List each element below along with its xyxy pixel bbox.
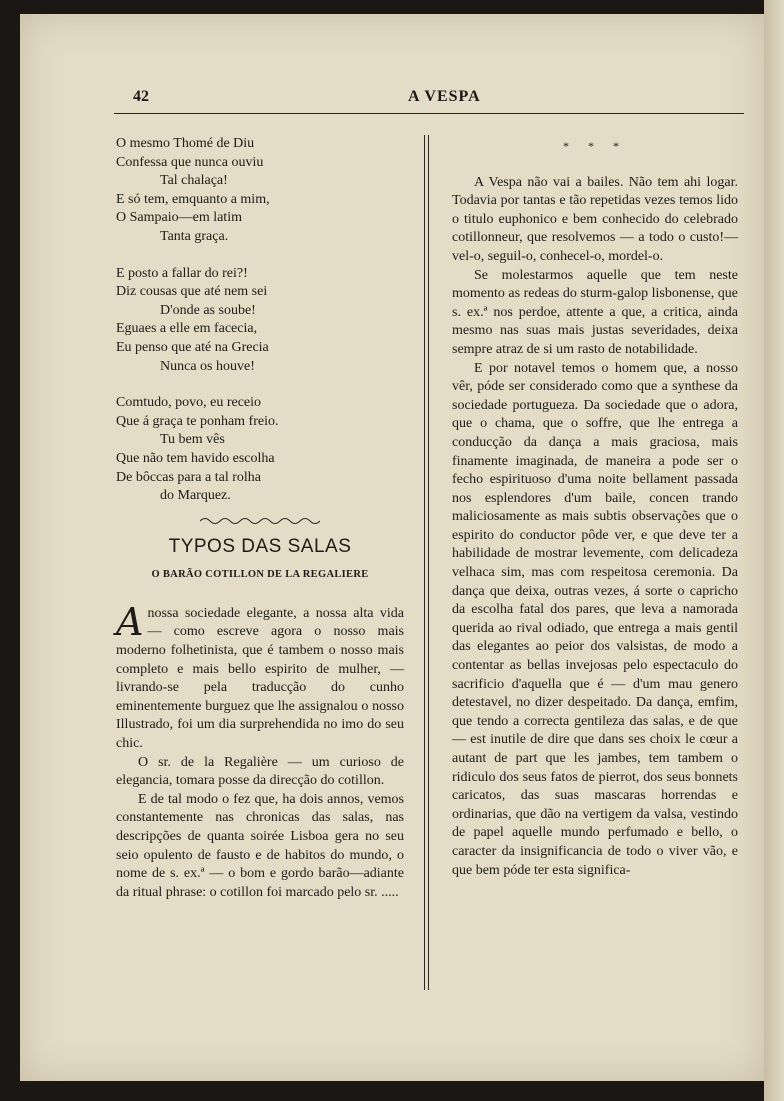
paragraph: E de tal modo o fez que, ha dois annos, vemos constantemente nas chronicas das salas, nas descripções de quanta soirée Lisboa gera no seu seio opulento de fausto e de habitos do mundo, o nome de s. ex.ª — o bom e gordo barão—adiante da ritual phrase: o cotillon foi marcado pelo sr. ..... <box>116 791 404 900</box>
verse-line: Eu penso que até na Grecia <box>116 339 269 355</box>
paragraph: E por notavel temos o homem que, a nosso vêr, póde ser considerado como que a synthese da sociedade portugueza. Da sociedade que o adora, que o chama, que o soffre, que lhe entrega a conducção da dança a mais graciosa, mais finamente imaginada, de maneira a pode ser o fecho espirituoso d'uma noite bellament passada nos esplendores d'um baile, concen trando maliciosamente as mais subtis observações que o espirito do conductor pôde ver, e que deve ter a habilidade de mostrar levemente, com delicadeza velhaca sim, mas com respeitosa ceremonia. Da dança que deixa, outras vezes, á sorte o capricho da escolha fatal dos pares, que leva a namorada querida ao rival odiado, que entrega a mais gentil das elegantes ao peior dos valsistas, de modo a contentar as bellas invejosas pelo espectaculo do sacrificio d'aquella que é — d'um mau genero detestavel, no dizer despeitado. Da dança, emfim, que tendo a correcta gentileza das salas, e de que — est inutile de dire que dans ses choix le cœur a autant de part que les jambes, tem tambem o ridiculo dos seus fatos de pierrot, dos seus bonnets caricatos, das suas mascaras horrendas e ordinarias, que dão na vertigem da valsa, vestindo de papel aquelle mundo perfumado e bello, o caracter da insignificancia de todo o viver vão, e que bem póde ter esta significa- <box>452 360 738 878</box>
verse-line: Tanta graça. <box>160 228 229 244</box>
left-column <box>116 135 404 902</box>
stanza <box>116 394 404 506</box>
column-divider <box>424 135 425 990</box>
verse-line: Tu bem vês <box>160 432 225 448</box>
verse-line: Nunca os houve! <box>160 358 255 374</box>
section-subtitle: O BARÃO COTILLON DE LA REGALIERE <box>151 569 369 581</box>
paragraph: A Vespa não vai a bailes. Não tem ahi logar. Todavia por tantas e tão repetidas vezes temos lido o titulo euphonico e bem conhecido do celebrado cotillonneur, que resolvemos — a todo o custo!—vel-o, seguil-o, conhecel-o, mordel-o. <box>452 174 738 264</box>
verse-line: O Sampaio—em latim <box>116 210 242 226</box>
right-column <box>452 135 738 880</box>
verse-line: De bôccas para a tal rolha <box>116 469 261 485</box>
verse-line: E posto a fallar do rei?! <box>116 265 248 281</box>
verse-line: Tal chalaça! <box>160 173 228 189</box>
drop-cap: A <box>116 599 144 644</box>
paragraph-text: nossa sociedade elegante, a nossa alta vida — como escreve agora o nosso mais moderno folhetinista, que é tambem o nosso mais completo e mais bello espirito de mulher, —livrando-se pela traducção do cunho eminentemente burguez que lhe assignalou o nosso Illustrado, foi um dia surprehendida no imo do seu chic. <box>116 605 404 752</box>
page-number: 42 <box>133 88 149 105</box>
paragraph: Se molestarmos aquelle que tem neste momento as redeas do sturm-galop lisbonense, que s. ex.ª nos perdoe, attente a que, a critica, ainda mesmo nas suas mais justas severidades, deixa sempre atraz de si um rasto de notabilidade. <box>452 267 738 357</box>
poem <box>116 135 404 506</box>
stanza <box>116 135 404 247</box>
verse-line: Que não tem havido escolha <box>116 450 275 466</box>
publication-title: A VESPA <box>408 88 481 105</box>
section-title: TYPOS DAS SALAS <box>168 535 352 557</box>
paragraph <box>116 599 404 754</box>
verse-line: Comtudo, povo, eu receio <box>116 395 262 411</box>
verse-line: Que á graça te ponham freio. <box>116 413 279 429</box>
stanza <box>116 265 404 377</box>
verse-line: Eguaes a elle em facecia, <box>116 321 258 337</box>
adjacent-page-edge <box>764 0 784 1101</box>
verse-line: Diz cousas que até nem sei <box>116 284 268 300</box>
verse-line: do Marquez. <box>160 488 231 504</box>
verse-line: D'onde as soube! <box>160 302 256 318</box>
paragraph: O sr. de la Regalière — um curioso de elegancia, tomara posse da direcção do cotillon. <box>116 754 404 789</box>
section-separator: * * * <box>563 139 627 153</box>
header-rule <box>114 113 744 114</box>
wavy-divider <box>200 516 320 526</box>
verse-line: Confessa que nunca ouviu <box>116 154 264 170</box>
verse-line: O mesmo Thomé de Diu <box>116 136 255 151</box>
column-divider <box>428 135 429 990</box>
verse-line: E só tem, emquanto a mim, <box>116 191 270 207</box>
